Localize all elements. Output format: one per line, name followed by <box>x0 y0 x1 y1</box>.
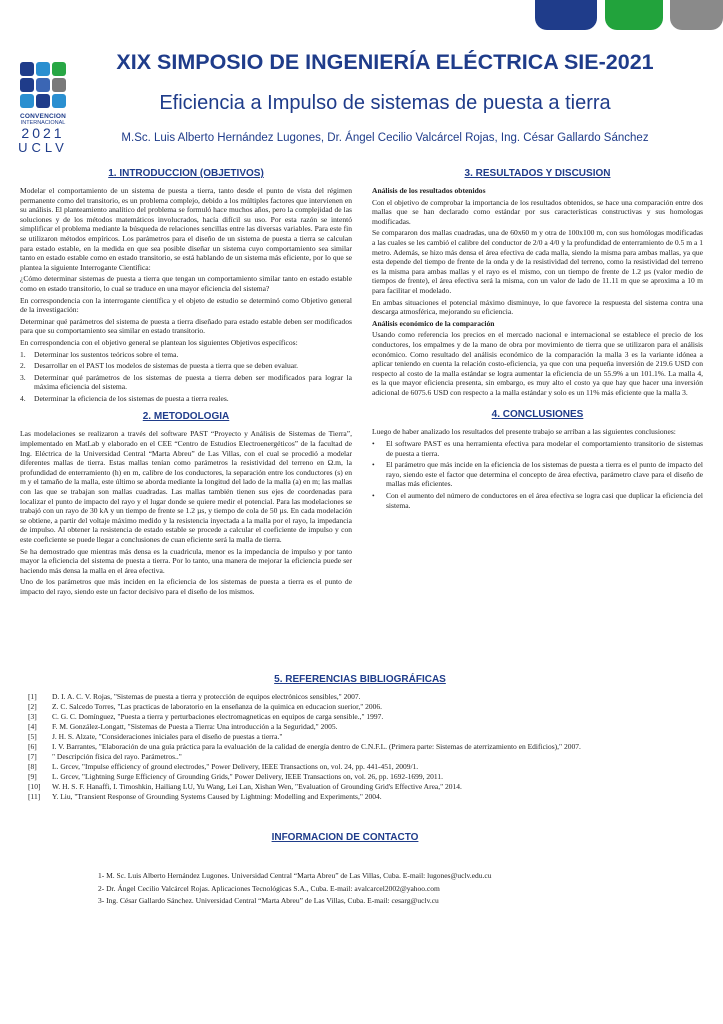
contact-line: 1- M. Sc. Luis Alberto Hernández Lugones. Universidad Central “Marta Abreu” de Las Villas, Cuba. E-mail: lugones@uclv.edu.cu <box>98 871 492 880</box>
reference-item <box>28 702 688 712</box>
paragraph: ¿Cómo determinar sistemas de puesta a tierra que tengan un comportamiento similar tanto en estado estable como en estado transitorio, lo cual se traduce en una mayor eficiencia del sistema? <box>20 274 352 293</box>
bullet: • <box>372 439 375 449</box>
paragraph: Determinar qué parámetros del sistema de puesta a tierra diseñado para estado estable deben ser modificados para que su comportamiento sea similar en estado transitorio. <box>20 316 352 336</box>
reference-text: Z. C. Salcedo Torres, "Las practicas de laboratorio en la enseñanza de la quimica en educacion suerior," 2006. <box>52 702 383 711</box>
list-item <box>372 439 703 458</box>
reference-number: [7] <box>28 752 37 761</box>
logo-tile <box>36 94 50 108</box>
reference-text: C. G. C. Domínguez, "Puesta a tierra y perturbaciones electromagneticas en equipos de carga sensible.," 1997. <box>52 712 384 721</box>
logo-tile <box>20 78 34 92</box>
corner-bar-green <box>605 0 663 30</box>
reference-item <box>28 712 688 722</box>
reference-text: Y. Liu, "Transient Response of Grounding Systems Caused by Lightning: Modelling and Experiments," 2004. <box>52 792 382 801</box>
reference-item <box>28 722 688 732</box>
logo-tile <box>52 78 66 92</box>
reference-number: [4] <box>28 722 37 731</box>
list-text: Con el aumento del número de conductores en el área efectiva se logra casi que duplicar la eficiencia del sistema. <box>386 491 703 510</box>
paragraph: En ambas situaciones el potencial máximo disminuye, lo que favorece la respuesta del sistema contra una descarga atmosférica, mejorando su eficiencia. <box>372 297 703 317</box>
reference-text: " Descripción física del rayo. Parámetros.." <box>52 752 182 761</box>
reference-text: F. M. González-Longatt, "Sistemas de Puesta a Tierra: Una introducción a la Seguridad," 2005. <box>52 722 338 731</box>
contact-title: INFORMACION DE CONTACTO <box>271 832 419 843</box>
contact-line: 2- Dr. Ángel Cecilio Valcárcel Rojas. Aplicaciones Tecnológicas S.A., Cuba. E-mail: avalcarcel2002@yahoo.com <box>98 883 440 893</box>
paragraph: Uno de los parámetros que más inciden en la eficiencia de los sistemas de puesta a tierra es el punto de impacto del rayo, siendo este un factor decisivo para el diseño de los mismos. <box>20 577 352 596</box>
subheading: Análisis económico de la comparación <box>372 318 495 328</box>
contact-list <box>98 870 698 908</box>
reference-text: L. Grcev, "Lightning Surge Efficiency of Grounding Grids," Power Delivery, IEEE Transactions on, vol. 26, pp. 1692-1699, 2011. <box>52 772 443 781</box>
paragraph: Con el objetivo de comprobar la importancia de los resultados obtenidos, se hace una comparación entre dos mallas que se han declarado como estándar por sus características constructivas y sus homologas modificadas. <box>372 197 703 226</box>
poster-authors: M.Sc. Luis Alberto Hernández Lugones, Dr. Ángel Cecilio Valcárcel Rojas, Ing. César Gallardo Sánchez <box>121 132 649 144</box>
reference-number: [10] <box>28 782 41 791</box>
list-number: 4. <box>20 393 26 403</box>
reference-item <box>28 692 688 702</box>
paragraph: Se ha demostrado que mientras más densa es la cuadricula, menor es la impedancia de impulso y por tanto mayor la eficiencia del sistema de puesta a tierra. Por lo tanto, una manera de mejorar la eficiencia puede ser haciendo más densa la malla en el área efectiva. <box>20 546 352 575</box>
section-resultados-title: 3. RESULTADOS Y DISCUSION <box>464 168 611 179</box>
reference-number: [1] <box>28 692 37 701</box>
list-item <box>20 373 352 392</box>
contact-line: 3- Ing. César Gallardo Sánchez. Universidad Central “Marta Abreu” de Las Villas, Cuba. E-mail: cesarg@uclv.cu <box>98 896 439 905</box>
section-introduccion-title: 1. INTRODUCCION (OBJETIVOS) <box>108 168 264 179</box>
reference-item <box>28 782 688 792</box>
list-number: 3. <box>20 372 26 382</box>
section-conclusiones-title: 4. CONCLUSIONES <box>491 409 584 421</box>
reference-item <box>28 742 688 752</box>
list-number: 1. <box>20 349 26 359</box>
reference-number: [2] <box>28 702 37 711</box>
reference-item <box>28 732 688 742</box>
list-item <box>372 491 703 510</box>
logo-text: INTERNACIONAL <box>20 120 66 126</box>
logo-tile <box>52 62 66 76</box>
logo-tile <box>20 62 34 76</box>
bullet: • <box>372 491 375 501</box>
paragraph: Se compararon dos mallas cuadradas, una de 60x60 m y otra de 100x100 m, con sus homólogas modificadas a las cuales se les cambió el calibre del conductor de 2/0 a 4/0 y la profundidad de enterramiento de 0.5 m a 1 metro. Además, se hizo más densa el área efectiva de cada malla, siendo la misma para ambas mallas, ya que esta depende del tiempo de frente de la onda y de la resistividad del terreno, como la resistividad del terreno es la misma para ambas mallas y el rayo es el mismo, con un tiempo de frente de 1.2 µs (valor medio de tiempos de frente), el área efectiva será la misma, con un valor de lado de 11.11 m que se aproxima a 10 m para facilitar el modelado. <box>372 228 703 295</box>
reference-number: [9] <box>28 772 37 781</box>
reference-number: [6] <box>28 742 37 751</box>
paragraph: En correspondencia con la interrogante científica y el objeto de estudio se determinó como Objetivo general de la investigación: <box>20 295 352 315</box>
reference-item <box>28 762 688 772</box>
section-metodologia-title: 2. METODOLOGIA <box>142 411 230 423</box>
logo-tile <box>20 94 34 108</box>
section-referencias-title: 5. REFERENCIAS BIBLIOGRÁFICAS <box>274 674 446 685</box>
list-item <box>20 361 352 371</box>
list-text: Desarrollar en el PAST los modelos de sistemas de puesta a tierra que se deben evaluar. <box>34 361 299 371</box>
list-text: El software PAST es una herramienta efectiva para modelar el comportamiento transitorio de sistemas de puesta a tierra. <box>386 439 703 458</box>
list-text: Determinar la eficiencia de los sistemas de puesta a tierra reales. <box>34 393 229 403</box>
logo-tile <box>36 62 50 76</box>
reference-item <box>28 772 688 782</box>
reference-text: L. Grcev, "Impulse efficiency of ground electrodes," Power Delivery, IEEE Transactions on, vol. 24, pp. 441-451, 2009/1. <box>52 762 419 771</box>
poster-title: XIX SIMPOSIO DE INGENIERÍA ELÉCTRICA SIE-2021 <box>116 50 654 74</box>
reference-item <box>28 792 688 802</box>
reference-text: D. I. A. C. V. Rojas, "Sistemas de puesta a tierra y protección de equipos electrónicos sensibles," 2007. <box>52 692 361 701</box>
list-item <box>20 394 352 404</box>
logo-university: UCLV <box>18 140 68 155</box>
logo-year: 2021 <box>21 125 65 141</box>
logo-mark-icon <box>20 62 72 108</box>
reference-item <box>28 752 688 762</box>
paragraph: Luego de haber analizado los resultados del presente trabajo se arriban a las siguientes conclusiones: <box>372 427 676 437</box>
right-column <box>372 168 703 512</box>
list-text: Determinar los sustentos teóricos sobre el tema. <box>34 349 179 359</box>
references-list <box>28 692 688 802</box>
reference-number: [8] <box>28 762 37 771</box>
bullet: • <box>372 460 375 470</box>
corner-bar-blue <box>535 0 597 30</box>
reference-number: [5] <box>28 732 37 741</box>
list-item <box>20 350 352 360</box>
list-item <box>372 460 703 489</box>
logo-tile <box>52 94 66 108</box>
reference-text: J. H. S. Alzate, "Consideraciones iniciales para el diseño de puestas a tierra." <box>52 732 283 741</box>
list-text: El parámetro que más incide en la eficiencia de los sistemas de puesta a tierra es el punto de impacto del rayo, siendo este el factor que determina el concepto de área efectiva, parámetro clave para el diseño de mallas más eficientes. <box>386 460 703 489</box>
list-number: 2. <box>20 361 26 371</box>
list-text: Determinar qué parámetros de los sistemas de puesta a tierra deben ser modificados para lograr la máxima eficiencia del sistema. <box>34 372 352 392</box>
poster-subtitle: Eficiencia a Impulso de sistemas de puesta a tierra <box>159 92 611 114</box>
subheading: Análisis de los resultados obtenidos <box>372 186 486 195</box>
reference-text: I. V. Barrantes, "Elaboración de una guía práctica para la evaluación de la calidad de energía dentro de C.N.F.L. (Primera parte: Sistemas de aterrizamiento en Edificios)," 2007. <box>52 742 581 751</box>
paragraph: Usando como referencia los precios en el mercado nacional e internacional se establece el precio de los conductores, los empalmes y de la mano de obra por movimiento de tierra que se utilizaron para el análisis económico. Como resultado del análisis económico de la comparación la malla 3 es la variante idónea a aplicar teniendo en cuenta la relación costo-eficiencia, ya que con una pequeña inversión de 219.6 USD con respecto al costo de la malla estándar se logra aumentar la eficiencia de un 55.9% a un 101.1%. La malla 4, es la que mayor eficiencia presenta, sin embargo, es muy alto el costo ya que hay que hacer una inversión adicional de 6075.6 USD con respecto a la malla estándar y solo es un 11% más eficiente que la malla 3. <box>372 330 703 397</box>
logo-tile <box>36 78 50 92</box>
reference-text: W. H. S. F. Hanaffi, I. Timoshkin, Hailiang LU, Yu Wang, Lei Lan, Xishan Wen, "Evaluation of Grounding Grid's Effective Area," 2014. <box>52 782 462 791</box>
left-column <box>20 168 352 599</box>
paragraph: Modelar el comportamiento de un sistema de puesta a tierra, tanto desde el punto de vista del régimen permanente como del transitorio, es un problema complejo, debido a los múltiples factores que intervienen en su análisis. El planteamiento analítico del problema se formuló hace muchos años, pero la complejidad de las soluciones y de los métodos matemáticos involucrados, hacía difícil su uso. Por esta razón se intentó simplificar el problema mediante la búsqueda de relaciones sencillas entre las diversas variables. Para este fin se utilizaron métodos empíricos. Los parámetros para el diseño de un sistema de puesta a tierra se calculan para estado estable, en la medida en que sea posible diseñar un sistema cuyo comportamiento sea similar tanto en estado estable como en estado transitorio, se está hablando de un sistema más eficiente, por lo que se plantea la siguiente Interrogante Científica: <box>20 186 352 272</box>
paragraph: En correspondencia con el objetivo general se plantean los siguientes Objetivos específicos: <box>20 337 298 347</box>
reference-number: [3] <box>28 712 37 721</box>
reference-number: [11] <box>28 792 41 801</box>
logo-text: CONVENCION <box>19 113 67 120</box>
corner-bar-gray <box>670 0 723 30</box>
paragraph: Las modelaciones se realizaron a través del software PAST “Proyecto y Análisis de Sistemas de Tierra”, implementado en MatLab y elaborado en el CEE “Centro de Estudios Electroenergéticos” de la facultad de Ing. Eléctrica de la Universidad Central “Marta Abreu” de Las Villas, con el cual se procedió a modelar diferentes mallas de tierra. Estas mallas tenían como parámetros la resistividad del terreno en Ω.m, la profundidad de enterramiento (h) en m, calibre de los conductores, la separación entre los conductores (s) en m y el tamaño de la malla, este último se aborda mediante la longitud del lado de la malla (a) en m; las mallas con las que se trabajan son mallas cuadradas. Las mallas también tienen sus ejes de coordenadas para localizar el punto de impacto del rayo y el lugar donde se quiere medir el potencial. Para las modelaciones se trabajó con un rayo de 30 kA y un tiempo de frente se 1.2 µs, y tiempo de cola de 50 µs. En cada modelación se obtiene, a partir del voltaje máximo medido y la resistencia inyectada a la malla por el rayo, la impedancia de impulso. Al obtener la resistencia de estado estable se procede a calcular el coeficiente de impulso y con este coeficiente se puede llegar a conclusiones de cuan eficiente será la malla de tierra. <box>20 429 352 544</box>
convention-logo <box>14 62 72 154</box>
